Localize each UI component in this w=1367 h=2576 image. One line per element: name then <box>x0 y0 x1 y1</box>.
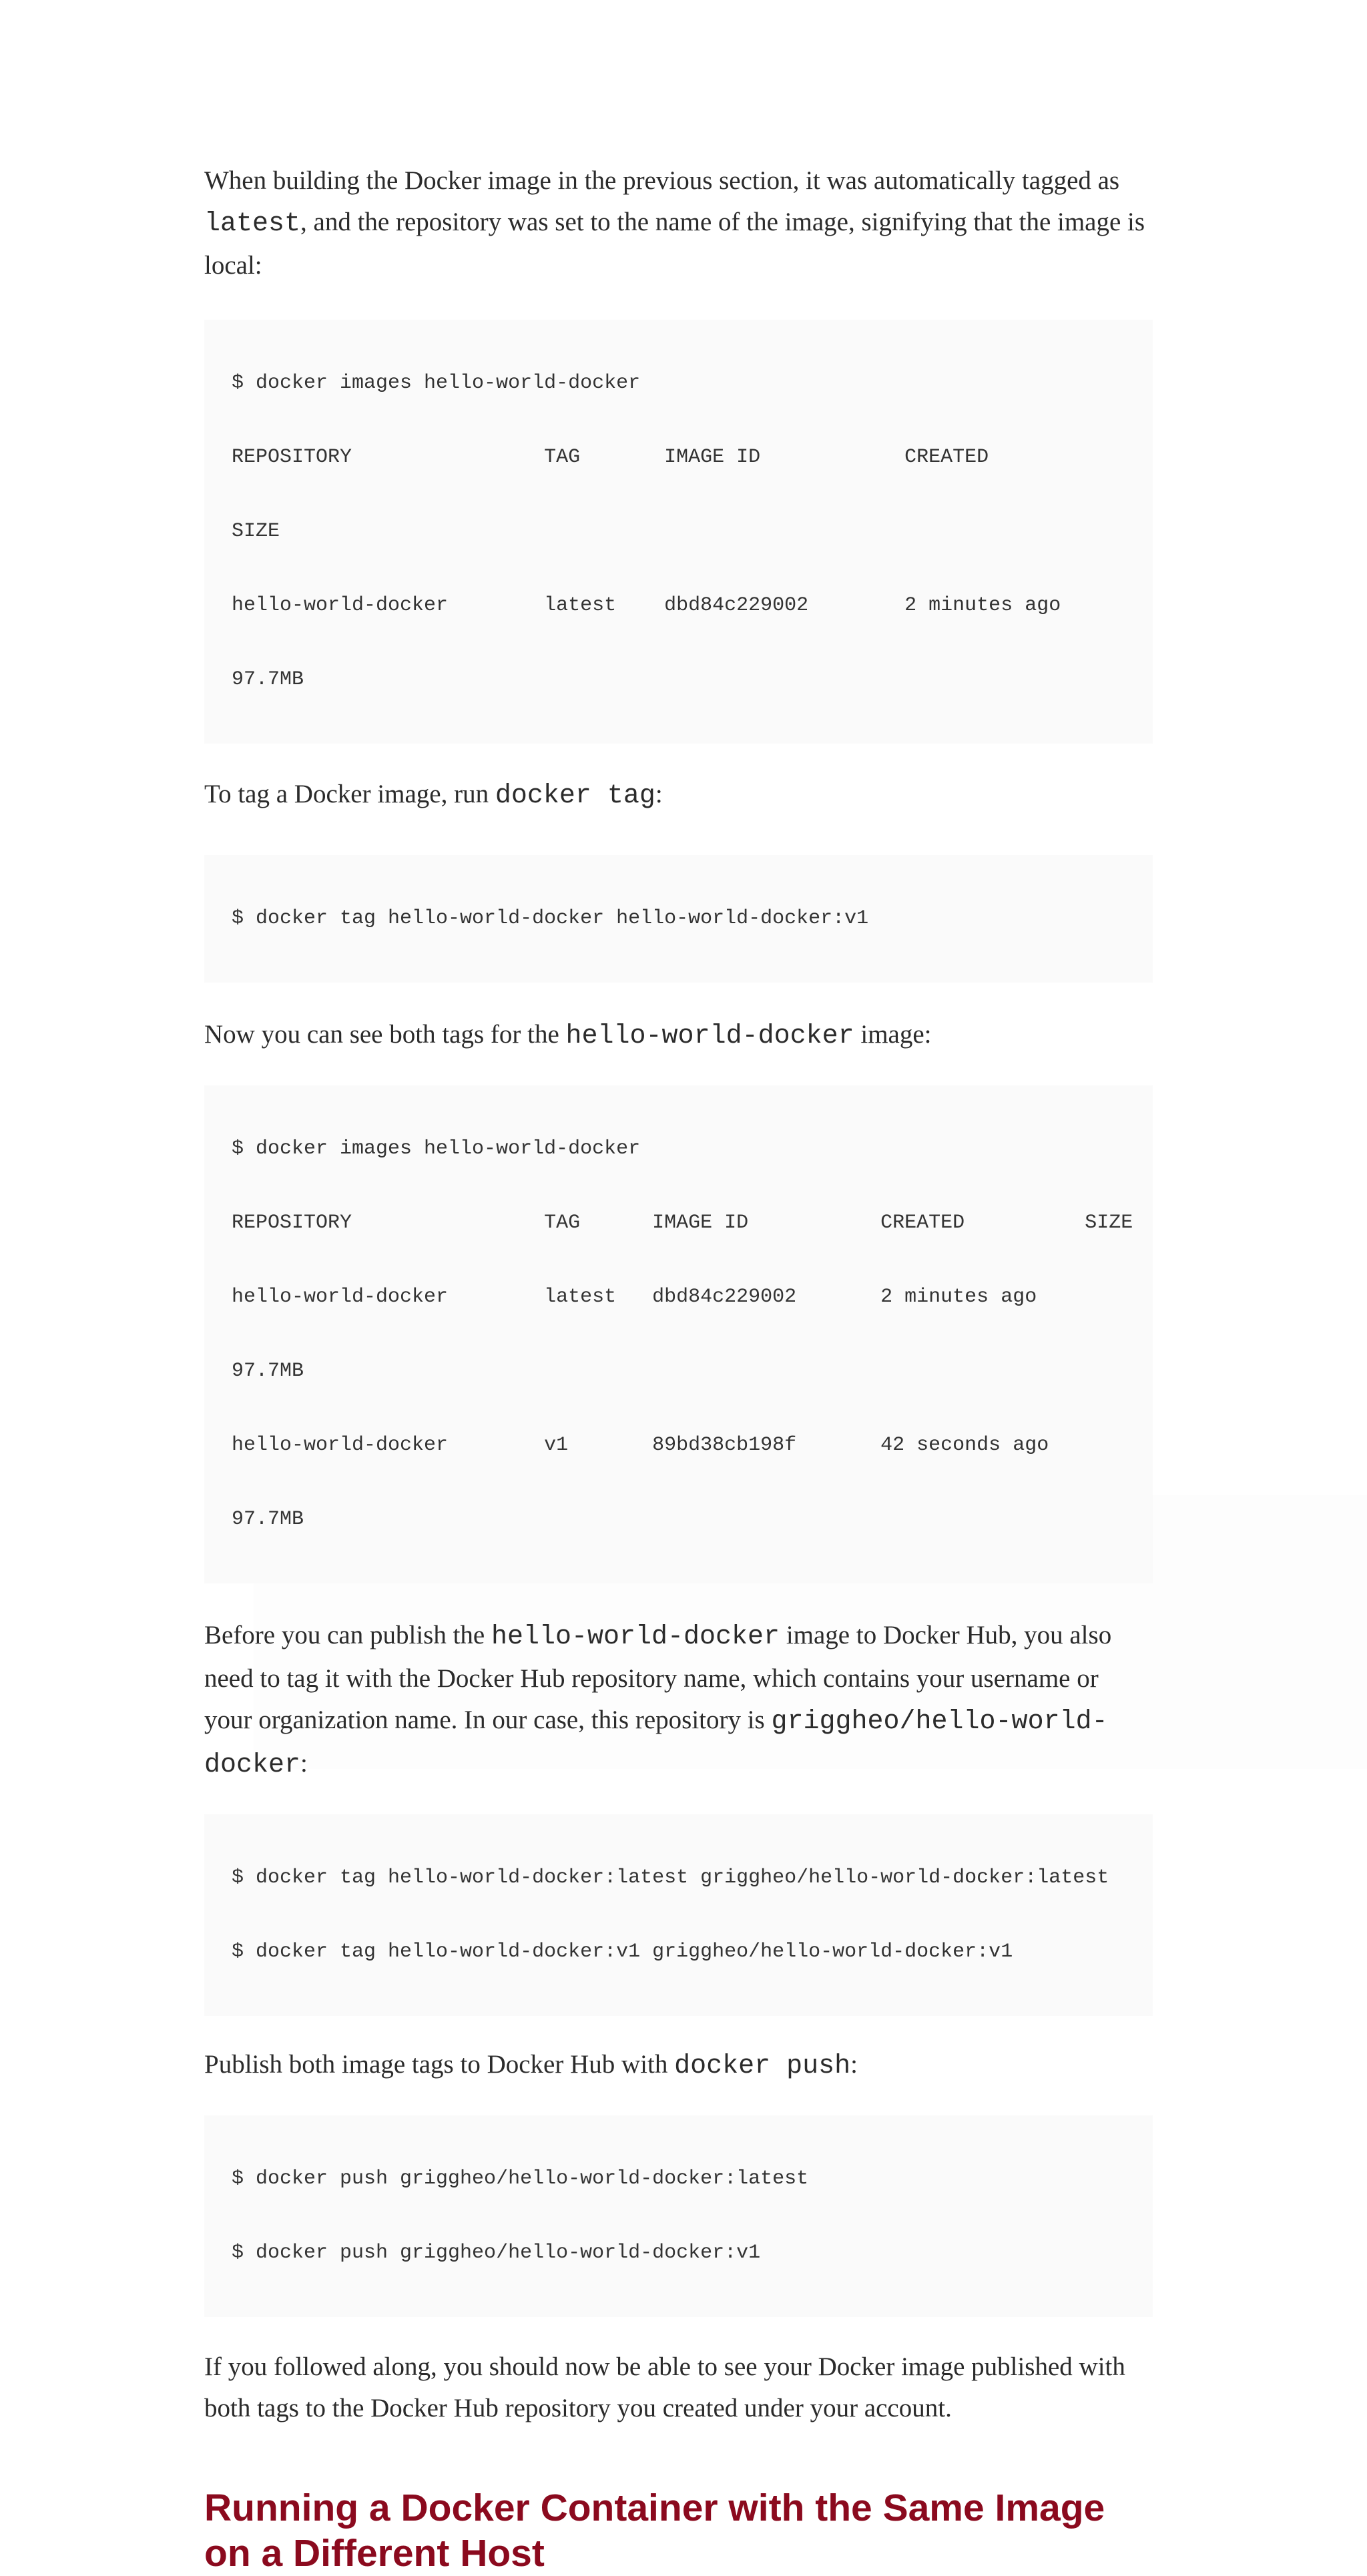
code-line: $ docker tag hello-world-docker:v1 griggheo/hello-world-docker:v1 <box>232 1941 1013 1963</box>
paragraph-text: , and the repository was set to the name of the image, signifying that the image is local: <box>204 208 1145 280</box>
paragraph-publish-docker-hub <box>204 1615 1152 1786</box>
paragraph-text: : <box>300 1749 308 1778</box>
code-line: hello-world-docker latest dbd84c229002 2 minutes ago <box>232 594 1061 617</box>
paragraph-docker-push <box>204 2044 1152 2087</box>
inline-code-image-name: hello-world-docker <box>565 1021 854 1051</box>
paragraph-text: : <box>850 2050 858 2079</box>
inline-code-docker-tag: docker tag <box>495 781 655 811</box>
code-line: $ docker push griggheo/hello-world-docker:latest <box>232 2167 809 2190</box>
code-line: hello-world-docker v1 89bd38cb198f 42 seconds ago <box>232 1434 1049 1457</box>
code-line: 97.7MB <box>232 668 304 691</box>
paragraph-text: image to Docker Hub, you also need to tag it with the Docker Hub repository name, which contains your username or your organization name. In our case, this repository is <box>204 1621 1112 1734</box>
inline-code-docker-push: docker push <box>674 2051 851 2081</box>
paragraph-text: Now you can see both tags for the <box>204 1020 566 1049</box>
paragraph-docker-tag <box>204 774 1152 817</box>
paragraph-both-tags <box>204 1014 1152 1057</box>
inline-code-latest: latest <box>204 209 301 239</box>
code-line: 97.7MB <box>232 1360 304 1382</box>
paragraph-auto-tagged <box>204 160 1152 286</box>
inline-code-image-name: hello-world-docker <box>491 1622 780 1652</box>
code-line: REPOSITORY TAG IMAGE ID CREATED <box>232 446 989 469</box>
code-line: SIZE <box>232 520 280 543</box>
code-line: hello-world-docker latest dbd84c229002 2 minutes ago <box>232 1286 1037 1308</box>
document-page <box>204 160 1152 2576</box>
paragraph-followed-along: If you followed along, you should now be able to see your Docker image published with both tags to the Docker Hub repository you created under your account. <box>204 2352 1125 2422</box>
code-block-docker-images-1 <box>204 320 1153 744</box>
code-block-tag-hub <box>204 1814 1153 2016</box>
inline-code-repository: griggheo/hello-world-docker <box>204 1707 1108 1780</box>
paragraph-text: Before you can publish the <box>204 1621 491 1649</box>
code-line: 97.7MB <box>232 1508 304 1531</box>
paragraph-text: To tag a Docker image, run <box>204 780 495 808</box>
paragraph-text: When building the Docker image in the previous section, it was automatically tagged as <box>204 166 1120 195</box>
code-line: REPOSITORY TAG IMAGE ID CREATED SIZE <box>232 1212 1133 1234</box>
code-line: $ docker tag hello-world-docker hello-world-docker:v1 <box>232 907 869 930</box>
code-line: $ docker images hello-world-docker <box>232 1137 641 1160</box>
code-block-tag-command <box>204 855 1153 983</box>
code-line: $ docker images hello-world-docker <box>232 372 641 395</box>
code-line: $ docker tag hello-world-docker:latest griggheo/hello-world-docker:latest <box>232 1866 1109 1889</box>
paragraph-text: Publish both image tags to Docker Hub with <box>204 2050 675 2079</box>
paragraph-text: : <box>655 780 663 808</box>
section-heading: Running a Docker Container with the Same Image on a Different Host <box>204 2487 1105 2575</box>
code-block-push <box>204 2115 1153 2317</box>
code-block-docker-images-2 <box>204 1085 1153 1583</box>
code-line: $ docker push griggheo/hello-world-docker:v1 <box>232 2242 761 2264</box>
paragraph-text: image: <box>854 1020 932 1049</box>
